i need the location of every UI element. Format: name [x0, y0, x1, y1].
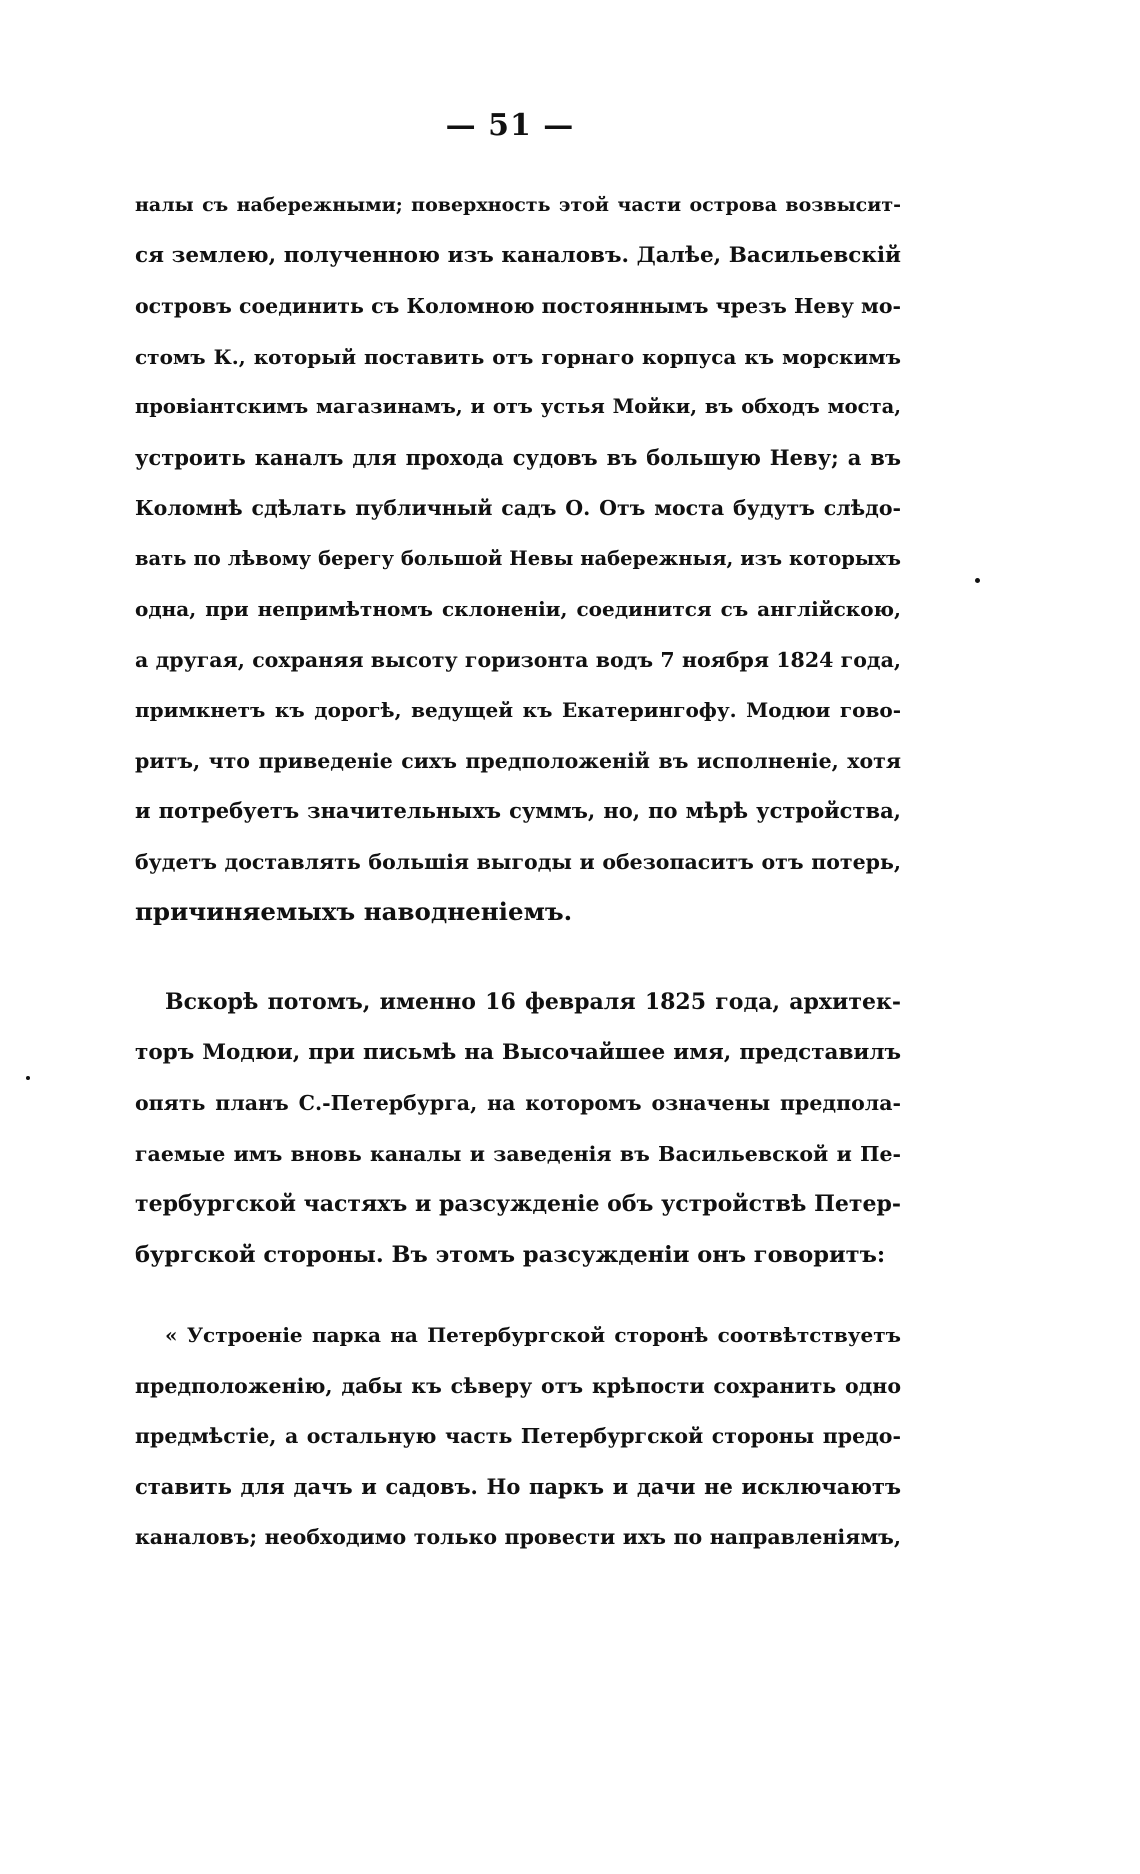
paragraph-2	[135, 977, 901, 1280]
text-line: « Устроеніе парка на Петербургской сторонѣ соотвѣтствуетъ	[165, 1323, 901, 1347]
text-line: стомъ К., который поставить отъ горнаго корпуса къ морскимъ	[135, 344, 901, 369]
text-line: торъ Модюи, при письмѣ на Высочайшее имя, представилъ	[135, 1039, 901, 1065]
text-line: причиняемыхъ наводненіемъ.	[135, 897, 573, 926]
ink-speck	[975, 578, 980, 583]
text-line: островъ соединить съ Коломною постояннымъ чрезъ Неву мо-	[135, 294, 901, 318]
text-line: будетъ доставлять большія выгоды и обезопаситъ отъ потерь,	[135, 849, 901, 874]
text-line: одна, при непримѣтномъ склоненіи, соединится съ англійскою,	[135, 597, 901, 621]
text-line: и потребуетъ значительныхъ суммъ, но, по мѣрѣ устройства,	[135, 798, 901, 823]
text-line: опять планъ С.-Петербурга, на которомъ означены предпола-	[135, 1091, 901, 1115]
text-line: налы съ набережными; поверхность этой части острова возвысит-	[135, 194, 901, 216]
text-line: а другая, сохраняя высоту горизонта водъ 7 ноября 1824 года,	[135, 647, 901, 672]
text-line: ся землею, полученною изъ каналовъ. Далѣе, Васильевскій	[135, 242, 901, 268]
text-line: ставить для дачъ и садовъ. Но паркъ и дачи не исключаютъ	[135, 1473, 901, 1499]
text-line: ритъ, что приведеніе сихъ предположеній въ исполненіе, хотя	[135, 748, 901, 773]
text-line: Вскорѣ потомъ, именно 16 февраля 1825 года, архитек-	[165, 989, 901, 1015]
paragraph-3-quote	[135, 1310, 901, 1563]
text-line: каналовъ; необходимо только провести ихъ по направленіямъ,	[135, 1525, 901, 1549]
text-line: примкнетъ къ дорогѣ, ведущей къ Екатерингофу. Модюи гово-	[135, 698, 901, 722]
page-number: — 51 —	[445, 108, 575, 143]
text-line: Коломнѣ сдѣлать публичный садъ О. Отъ моста будутъ слѣдо-	[135, 496, 901, 520]
text-line: бургской стороны. Въ этомъ разсужденіи онъ говоритъ:	[135, 1241, 886, 1268]
ink-speck	[26, 1076, 30, 1080]
text-line: тербургской частяхъ и разсужденіе объ устройствѣ Петер-	[135, 1191, 901, 1217]
text-line: провіантскимъ магазинамъ, и отъ устья Мойки, въ обходъ моста,	[135, 395, 901, 418]
text-line: предположенію, дабы къ сѣверу отъ крѣпости сохранить одно	[135, 1373, 901, 1398]
text-line: предмѣстіе, а остальную часть Петербургской стороны предо-	[135, 1424, 901, 1448]
paragraph-1	[135, 180, 901, 938]
text-line: гаемые имъ вновь каналы и заведенія въ Васильевской и Пе-	[135, 1141, 901, 1166]
text-line: вать по лѣвому берегу большой Невы набережныя, изъ которыхъ	[135, 546, 901, 570]
text-line: устроить каналъ для прохода судовъ въ большую Неву; а въ	[135, 444, 901, 470]
